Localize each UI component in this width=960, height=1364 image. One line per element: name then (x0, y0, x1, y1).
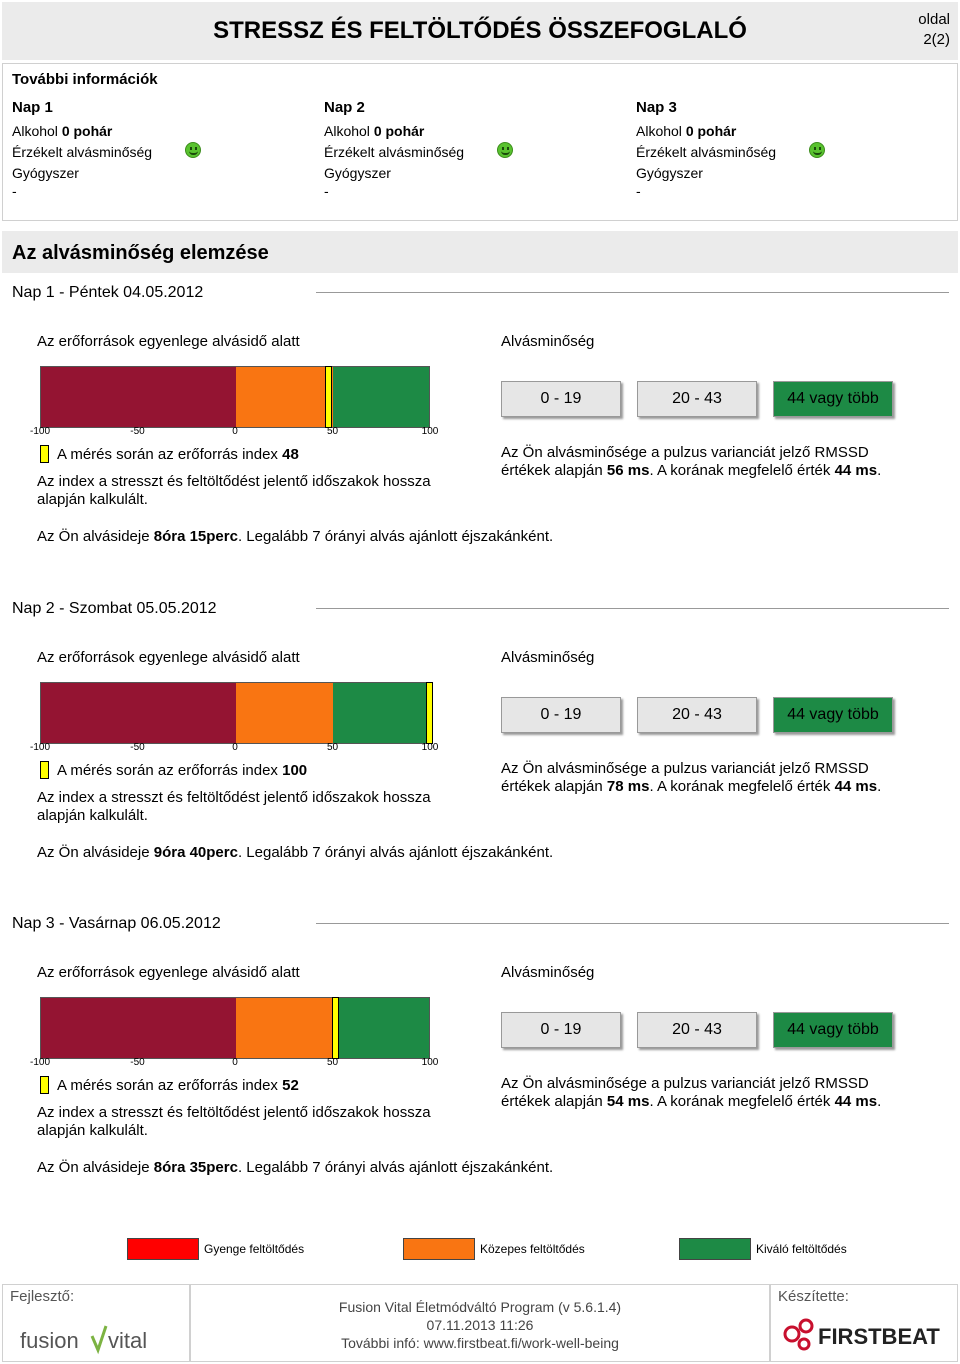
additional-info-title: További információk (12, 71, 158, 88)
bar-segment-orange (236, 998, 333, 1058)
analysis-section-title: Az alvásminőség elemzése (12, 242, 269, 264)
night-divider (316, 608, 949, 609)
sleep-time-text: Az Ön alvásideje 8óra 35perc. Legalább 7 órányi alvás ajánlott éjszakánként. (37, 1159, 554, 1176)
medication-label: Gyógyszer (324, 165, 391, 181)
night-divider (316, 292, 949, 293)
quality-label: Alvásminőség (501, 333, 595, 350)
axis-tick: 100 (421, 426, 439, 437)
medication-value: - (324, 183, 329, 199)
smiley-icon (497, 142, 513, 158)
axis-tick: -50 (130, 426, 145, 437)
quality-range-box: 20 - 43 (637, 1012, 757, 1048)
night-title: Nap 2 - Szombat 05.05.2012 (12, 600, 217, 617)
night-title: Nap 1 - Péntek 04.05.2012 (12, 284, 204, 301)
legend-label: Kiváló feltöltődés (756, 1242, 847, 1256)
quality-range-box: 44 vagy több (773, 697, 893, 733)
axis-tick: 100 (421, 1057, 439, 1068)
index-marker (332, 997, 339, 1059)
alcohol-row: Alkohol 0 pohár (324, 123, 425, 139)
medication-label: Gyógyszer (12, 165, 79, 181)
medication-value: - (636, 183, 641, 199)
bar-segment-green (333, 998, 429, 1058)
axis-tick: 0 (232, 1057, 238, 1068)
legend-label: Gyenge feltöltődés (204, 1242, 305, 1256)
svg-text:vital: vital (108, 1328, 148, 1353)
axis-tick: -100 (29, 742, 50, 753)
medication-value: - (12, 183, 17, 199)
footer-datetime: 07.11.2013 11:26 (426, 1317, 534, 1333)
balance-label: Az erőforrások egyenlege alvásidő alatt (37, 964, 300, 981)
marker-swatch (40, 1076, 49, 1094)
day-name: Nap 2 (324, 99, 365, 116)
quality-range-box: 0 - 19 (501, 697, 621, 733)
axis-tick: -100 (29, 426, 50, 437)
marker-swatch (40, 761, 49, 779)
calc-text-2: alapján kalkulált. (37, 807, 148, 824)
index-text: A mérés során az erőforrás index 48 (57, 446, 299, 463)
rmssd-text-1: Az Ön alvásminősége a pulzus varianciát jelző RMSSD (501, 1075, 869, 1092)
axis-tick: 50 (326, 742, 339, 753)
alcohol-row: Alkohol 0 pohár (636, 123, 737, 139)
bar-segment-orange (236, 683, 333, 743)
bar-segment-red (41, 998, 236, 1058)
page-title: STRESSZ ÉS FELTÖLTŐDÉS ÖSSZEFOGLALÓ (213, 17, 747, 44)
index-marker (325, 366, 332, 428)
alcohol-row: Alkohol 0 pohár (12, 123, 113, 139)
quality-range-box: 20 - 43 (637, 697, 757, 733)
index-marker (426, 682, 433, 744)
calc-text-1: Az index a stresszt és feltöltődést jelentő időszakok hossza (37, 789, 431, 806)
svg-text:FIRSTBEAT: FIRSTBEAT (818, 1324, 940, 1349)
quality-range-box: 44 vagy több (773, 381, 893, 417)
firstbeat-logo (782, 1314, 947, 1357)
axis-tick: 50 (326, 1057, 339, 1068)
quality-range-box: 0 - 19 (501, 381, 621, 417)
sleep-time-text: Az Ön alvásideje 8óra 15perc. Legalább 7 órányi alvás ajánlott éjszakánként. (37, 528, 554, 545)
rmssd-text-1: Az Ön alvásminősége a pulzus varianciát jelző RMSSD (501, 760, 869, 777)
sleep-time-text: Az Ön alvásideje 9óra 40perc. Legalább 7 órányi alvás ajánlott éjszakánként. (37, 844, 554, 861)
rmssd-text-1: Az Ön alvásminősége a pulzus varianciát jelző RMSSD (501, 444, 869, 461)
bar-segment-orange (236, 367, 333, 427)
calc-text-1: Az index a stresszt és feltöltődést jelentő időszakok hossza (37, 1104, 431, 1121)
bar-segment-red (41, 367, 236, 427)
axis-tick: -50 (130, 1057, 145, 1068)
balance-label: Az erőforrások egyenlege alvásidő alatt (37, 333, 300, 350)
footer-program: Fusion Vital Életmódváltó Program (v 5.6.1.4) (338, 1299, 622, 1315)
legend-swatch (403, 1238, 475, 1260)
maker-label: Készítette: (778, 1288, 849, 1305)
balance-bar (40, 366, 430, 428)
axis-tick: -100 (29, 1057, 50, 1068)
axis-tick: 50 (326, 426, 339, 437)
quality-label: Alvásminőség (501, 649, 595, 666)
svg-text:fusion: fusion (20, 1328, 79, 1353)
night-divider (316, 923, 949, 924)
rmssd-text-2: értékek alapján 78 ms. A korának megfelelő érték 44 ms. (501, 778, 882, 795)
sleep-quality-label: Érzékelt alvásminőség (324, 144, 465, 160)
index-text: A mérés során az erőforrás index 100 (57, 762, 308, 779)
axis-tick: 100 (421, 742, 439, 753)
quality-range-box: 44 vagy több (773, 1012, 893, 1048)
marker-swatch (40, 445, 49, 463)
rmssd-text-2: értékek alapján 56 ms. A korának megfelelő érték 44 ms. (501, 462, 882, 479)
bar-segment-green (333, 683, 429, 743)
sleep-quality-label: Érzékelt alvásminőség (636, 144, 777, 160)
day-name: Nap 1 (12, 99, 53, 116)
quality-label: Alvásminőség (501, 964, 595, 981)
axis-tick: -50 (130, 742, 145, 753)
balance-label: Az erőforrások egyenlege alvásidő alatt (37, 649, 300, 666)
index-text: A mérés során az erőforrás index 52 (57, 1077, 299, 1094)
balance-bar (40, 682, 430, 744)
legend-label: Közepes feltöltődés (480, 1242, 585, 1256)
balance-bar (40, 997, 430, 1059)
fusion-vital-logo (20, 1318, 160, 1361)
quality-range-box: 0 - 19 (501, 1012, 621, 1048)
rmssd-text-2: értékek alapján 54 ms. A korának megfelelő érték 44 ms. (501, 1093, 882, 1110)
axis-tick: 0 (232, 426, 238, 437)
medication-label: Gyógyszer (636, 165, 703, 181)
smiley-icon (809, 142, 825, 158)
axis-tick: 0 (232, 742, 238, 753)
legend-swatch (127, 1238, 199, 1260)
calc-text-1: Az index a stresszt és feltöltődést jelentő időszakok hossza (37, 473, 431, 490)
quality-range-box: 20 - 43 (637, 381, 757, 417)
developer-label: Fejlesztő: (10, 1288, 75, 1305)
bar-segment-red (41, 683, 236, 743)
night-title: Nap 3 - Vasárnap 06.05.2012 (12, 915, 221, 932)
calc-text-2: alapján kalkulált. (37, 1122, 148, 1139)
page-number: oldal 2(2) (918, 11, 950, 48)
legend-swatch (679, 1238, 751, 1260)
footer-more-info[interactable]: További infó: www.firstbeat.fi/work-well-being (341, 1335, 619, 1351)
day-name: Nap 3 (636, 99, 677, 116)
sleep-quality-label: Érzékelt alvásminőség (12, 144, 153, 160)
calc-text-2: alapján kalkulált. (37, 491, 148, 508)
smiley-icon (185, 142, 201, 158)
bar-segment-green (333, 367, 429, 427)
